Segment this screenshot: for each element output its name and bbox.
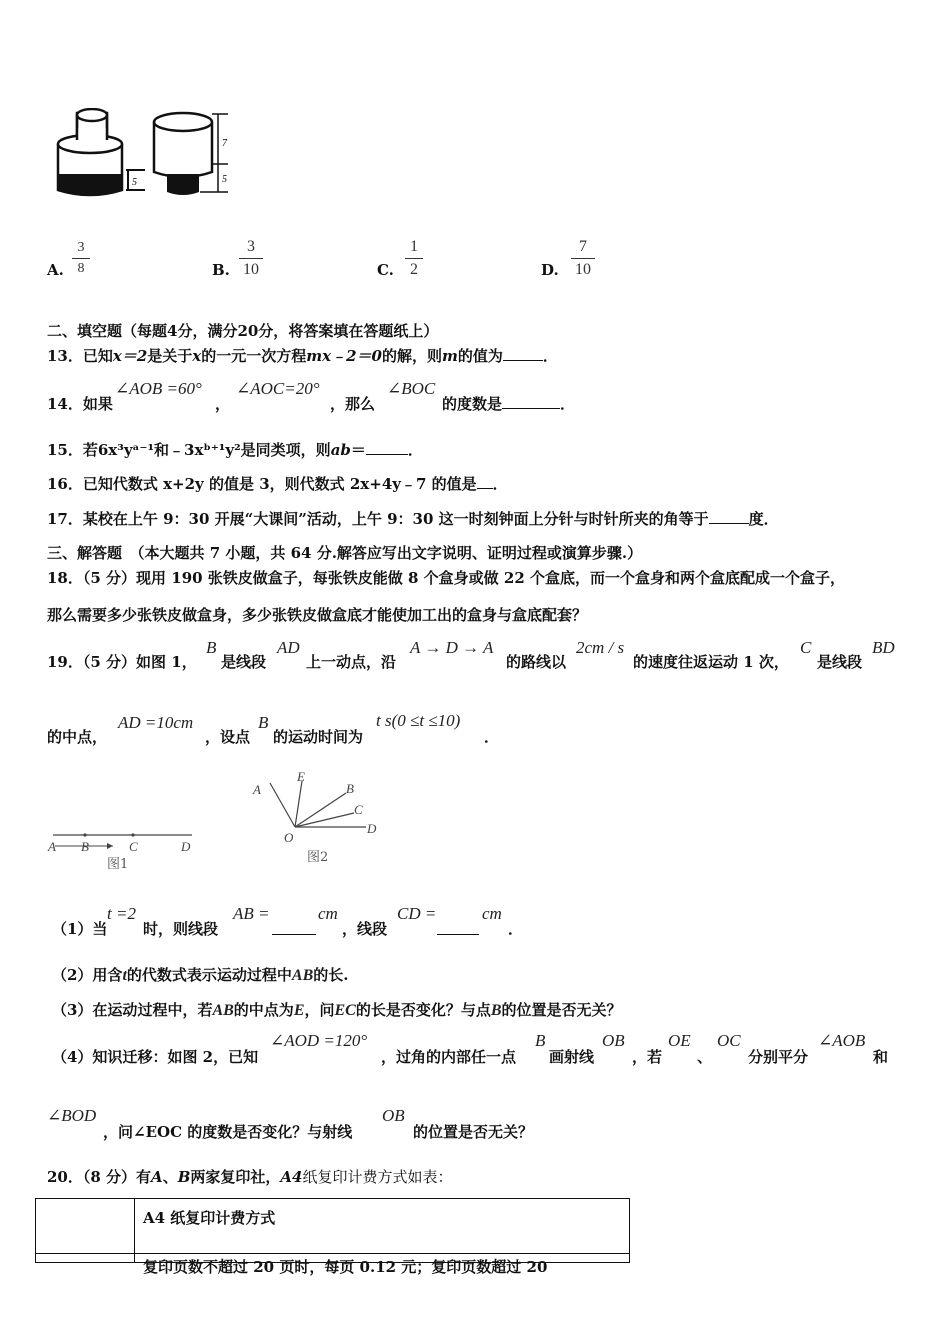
q19-sub4-p5: 、 [697, 1048, 713, 1066]
dim-lower-label: 5 [222, 174, 227, 185]
option-b-fraction [239, 238, 263, 279]
section2-heading: 二、填空题（每题4分，满分20分，将答案填在答题纸上） [47, 322, 439, 340]
q20-a4: A4 [280, 1168, 303, 1186]
q19-sub1-unit2: cm [482, 904, 502, 923]
q13-m: m [441, 347, 458, 365]
option-d-fraction [571, 238, 595, 279]
q19-sub3-p1: （3）在运动过程中，若 [52, 1001, 213, 1019]
q14-end: ． [560, 395, 576, 413]
solids-figure [50, 108, 250, 203]
q19-p8: ，设点 [205, 728, 251, 746]
option-b-letter: B. [212, 261, 230, 279]
q19-sub1-p3: ，线段 [342, 920, 388, 938]
q18-line1: 18．（5 分）现用 190 张铁皮做盒子，每张铁皮能做 8 个盒身或做 22 个盒底，而一个盒身和两个盒底配成一个盒子， [47, 569, 845, 587]
fig1-label-d: D [181, 839, 191, 854]
option-c-den: 2 [410, 261, 418, 278]
q17-text: 17．某校在上午 9：30 开展“大课间”活动，上午 9：30 这一时刻钟面上分针与时针所夹的角等于 [47, 510, 709, 528]
q19-sub3-p5: 的位置是否无关？ [501, 1001, 622, 1019]
q17 [47, 508, 779, 529]
q19-sub1-t: t =2 [107, 904, 136, 923]
table-header-cell [135, 1199, 630, 1254]
q19-t-range: t s(0 ≤t ≤10) [376, 711, 461, 730]
q19-p7: 的中点， [47, 728, 108, 746]
fig2-caption: 图2 [307, 850, 329, 865]
q13-mid2: 的一元一次方程 [201, 347, 307, 365]
q14-mid: ，那么 [330, 395, 376, 413]
q16-end: ． [492, 475, 508, 493]
q17-end: 度． [748, 510, 779, 528]
q19-sub1-blank-ab[interactable] [272, 918, 316, 935]
ray-ob [295, 793, 346, 827]
q19-p2: 是线段 [221, 653, 267, 671]
fig2-label-d: D [367, 821, 377, 836]
q19-sub1-ab: AB = [233, 904, 270, 923]
q20-sep: 、 [162, 1168, 178, 1186]
q18-line2: 那么需要多少张铁皮做盒身，多少张铁皮做盒底才能使加工出的盒身与盒底配套？ [47, 606, 588, 624]
q19-sub3-p3: ，问 [304, 1001, 335, 1019]
q20-p2: 两家复印社， [190, 1168, 281, 1186]
q15-end: ． [407, 441, 423, 459]
q14-prefix: 14．如果 [47, 395, 113, 413]
table-cell-empty [36, 1254, 135, 1263]
q19-sub2-ab: AB [291, 967, 314, 984]
section3-heading: 三、解答题 （本大题共 7 小题，共 64 分.解答应写出文字说明、证明过程或演算步骤.） [47, 544, 643, 562]
option-a-fraction [72, 240, 90, 277]
q20-a: A [151, 1168, 163, 1186]
q17-answer-blank[interactable] [709, 523, 749, 524]
fig2-label-e: E [297, 769, 305, 784]
option-c-fraction [405, 238, 423, 279]
q19-sub2-p2: 的代数式表示运动过程中 [126, 966, 292, 984]
q19-sub4-p8: ，问∠EOC 的度数是否变化？与射线 [103, 1123, 353, 1141]
q15-mid: 和﹣ [154, 441, 185, 459]
fig1-label-c: C [129, 839, 138, 854]
q15-term2: 3xᵇ⁺¹y² [184, 441, 241, 459]
option-d-den: 10 [575, 261, 591, 278]
q19-sub1-cd: CD = [397, 904, 437, 923]
q19-p9: 的运动时间为 [273, 728, 364, 746]
q19-sub4-p3: 画射线 [549, 1048, 595, 1066]
q13-mid1: 是关于 [147, 347, 193, 365]
q20-intro [47, 1166, 453, 1187]
q19-sub2-t: t [122, 967, 127, 984]
q19-p1: 19．（5 分）如图 1， [47, 653, 197, 671]
q14-answer-blank[interactable] [502, 408, 560, 409]
q19-speed: 2cm / s [576, 638, 625, 657]
q19-sub4-oe: OE [668, 1031, 691, 1050]
dim-left-label: 5 [132, 177, 137, 188]
q19-sub1-end: ． [508, 920, 524, 938]
q13-prefix: 13．已知 [47, 347, 113, 365]
q19-sub2-p1: （2）用含 [52, 966, 123, 984]
q14-suffix: 的度数是 [442, 395, 503, 413]
q15-ab: ab [330, 441, 351, 459]
q16-text: 16．已知代数式 x+2y 的值是 3，则代数式 2x+4y﹣7 的值是 [47, 475, 477, 493]
left-solid [58, 109, 122, 195]
q19-p5: 的速度往返运动 1 次， [633, 653, 789, 671]
q19-sub1-blank-cd[interactable] [437, 918, 479, 935]
right-solid [154, 113, 212, 195]
table-header-text: A4 纸复印计费方式 [143, 1209, 276, 1227]
q14-comma: ， [215, 395, 231, 413]
q16-answer-blank[interactable] [477, 488, 493, 489]
q19-route: A → D → A [410, 638, 494, 657]
pricing-table [35, 1198, 630, 1263]
q19-sub3-b: B [490, 1002, 502, 1019]
fig1-caption: 图1 [107, 857, 129, 872]
left-dimension [126, 170, 145, 190]
option-a-den: 8 [77, 261, 85, 276]
q19-bd: BD [872, 638, 895, 657]
q19-sub2 [52, 964, 348, 985]
fig2-label-b: B [346, 781, 354, 796]
q19-sub4-p6: 分别平分 [748, 1048, 809, 1066]
q19-sub4-ob: OB [602, 1031, 625, 1050]
dim-upper-label: 7 [222, 138, 227, 149]
q19-b2: B [258, 713, 269, 732]
q19-sub4-bod: ∠BOD [47, 1106, 97, 1125]
table-row [36, 1199, 630, 1254]
q19-p10: ． [484, 728, 500, 746]
option-d-letter: D. [541, 261, 559, 279]
q19-sub3 [52, 999, 622, 1020]
fig2-label-o: O [284, 830, 294, 845]
option-a-letter: A. [47, 261, 64, 279]
q15-suffix: 是同类项，则 [240, 441, 331, 459]
q19-sub3-p2: 的中点为 [233, 1001, 294, 1019]
q15-term1: 6x³yᵃ⁻¹ [97, 441, 155, 459]
q19-sub3-e: E [293, 1002, 305, 1019]
q13-equation: mx﹣2＝0 [306, 347, 382, 365]
q16 [47, 473, 508, 494]
q19-p3: 上一动点，沿 [306, 653, 397, 671]
q19-p6: 是线段 [817, 653, 863, 671]
q19-sub4-p1: （4）知识迁移：如图 2，已知 [52, 1048, 259, 1066]
q15-prefix: 15．若 [47, 441, 98, 459]
q19-sub4-p7: 和 [873, 1048, 889, 1066]
q20-p3: 纸复印计费方式如表： [302, 1168, 453, 1186]
q15-eq: ＝ [350, 441, 366, 459]
q19-p4: 的路线以 [506, 653, 567, 671]
ray-oc [295, 813, 354, 827]
figure-1 [45, 822, 205, 877]
q19-sub3-ec: EC [334, 1002, 356, 1019]
table-row-text: 复印页数不超过 20 页时，每页 0.12 元；复印页数超过 20 [143, 1258, 548, 1276]
q14-angle-aob: ∠AOB =60° [115, 379, 202, 398]
q13-answer-blank[interactable] [503, 360, 543, 361]
fig2-label-c: C [354, 802, 363, 817]
q13 [47, 345, 558, 366]
q19-sub4-p2: ，过角的内部任一点 [381, 1048, 517, 1066]
q20-p1: 20．（8 分）有 [47, 1168, 152, 1186]
ray-oe [295, 781, 302, 827]
q19-ad: AD [277, 638, 300, 657]
q19-sub4-p9: 的位置是否无关？ [413, 1123, 534, 1141]
fig1-label-b: B [81, 839, 89, 854]
q14-angle-aoc: ∠AOC=20° [236, 379, 320, 398]
q19-sub4-aob: ∠AOB [818, 1031, 866, 1050]
fig2-label-a: A [253, 782, 261, 797]
option-b-num: 3 [247, 238, 255, 255]
q19-sub2-p3: 的长. [313, 966, 349, 984]
table-cell-empty [36, 1199, 135, 1254]
option-c-num: 1 [410, 238, 418, 255]
q19-sub4-b: B [535, 1031, 546, 1050]
q19-sub4-oc: OC [717, 1031, 741, 1050]
q13-x-eq: x＝2 [112, 347, 148, 365]
q19-ad10: AD =10cm [118, 713, 194, 732]
q15 [47, 439, 423, 460]
q19-sub4-ob2: OB [382, 1106, 405, 1125]
q19-sub4-p4: ，若 [632, 1048, 663, 1066]
ray-oa [270, 783, 295, 827]
q13-x: x [192, 347, 202, 365]
q19-b: B [206, 638, 217, 657]
q19-sub1-p2: 时，则线段 [143, 920, 219, 938]
q19-c: C [800, 638, 812, 657]
q19-sub3-p4: 的长是否变化？与点 [355, 1001, 491, 1019]
q19-sub1-p1: （1）当 [52, 920, 108, 938]
q19-sub4-angle: ∠AOD =120° [270, 1031, 368, 1050]
option-d-num: 7 [579, 238, 587, 255]
q13-suffix: 的值为 [457, 347, 503, 365]
q14-angle-boc: ∠BOC [387, 379, 436, 398]
q15-answer-blank[interactable] [366, 454, 408, 455]
q19-sub1-unit1: cm [318, 904, 338, 923]
option-b-den: 10 [243, 261, 259, 278]
q13-mid3: 的解，则 [381, 347, 442, 365]
q20-b: B [177, 1168, 191, 1186]
option-a-num: 3 [77, 240, 85, 255]
q13-end: ． [542, 347, 558, 365]
figure-2 [250, 765, 390, 870]
fig1-label-a: A [48, 839, 56, 854]
q14-tail [442, 393, 575, 414]
option-c-letter: C. [377, 261, 394, 279]
q19-sub3-ab: AB [212, 1002, 234, 1019]
